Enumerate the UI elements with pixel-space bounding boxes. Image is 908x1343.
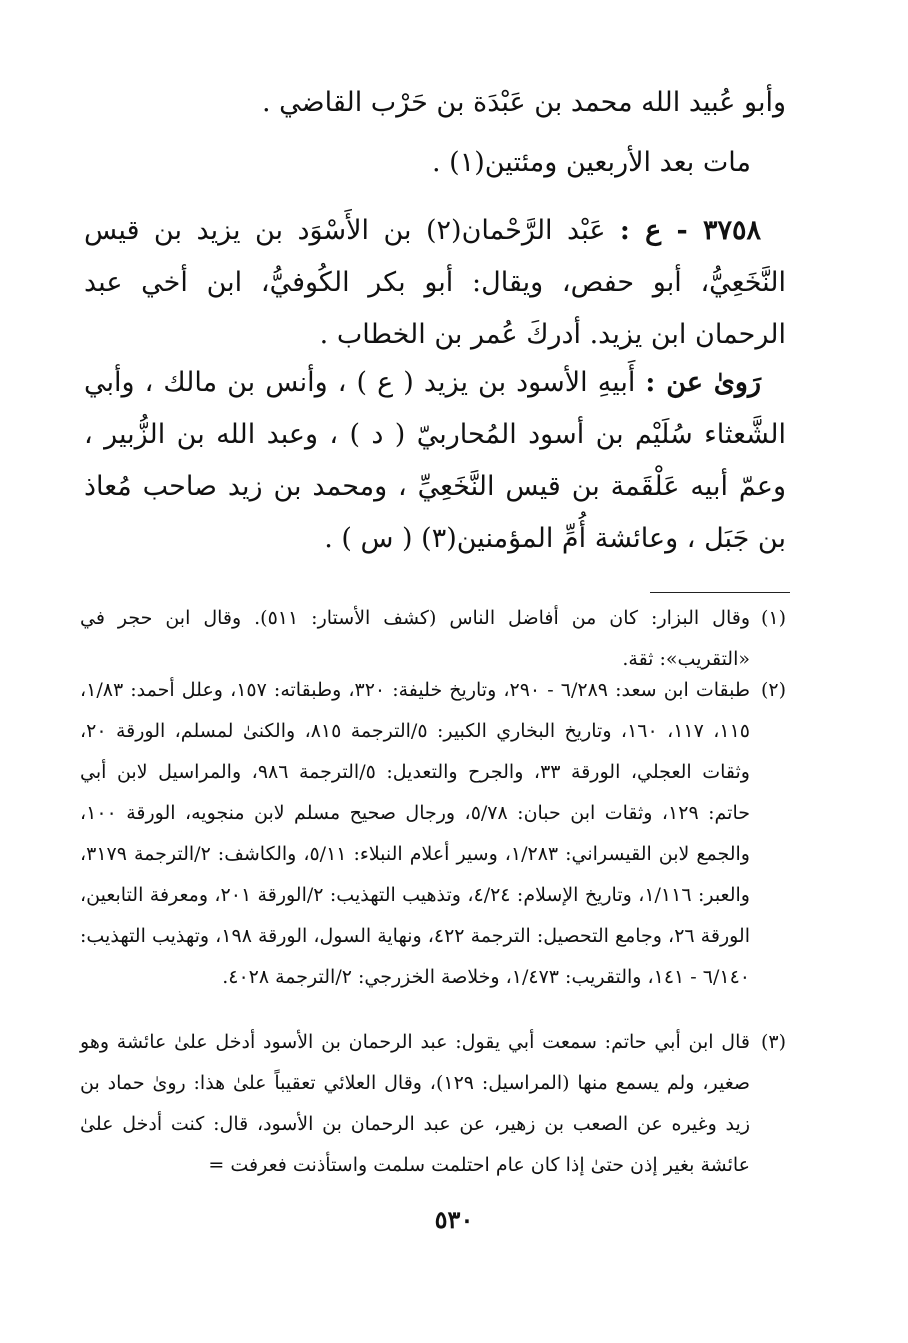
footnote-number: (٣) — [760, 1031, 786, 1053]
footnote-number: (١) — [760, 607, 786, 629]
footnote-text: قال ابن أبي حاتم: سمعت أبي يقول: عبد الرحمان بن الأسود أدخل علىٰ عائشة وهو صغير، ولم يسمع منها (المراسيل: ١٢٩)، وقال العلائي تعقيباً علىٰ هذا: روىٰ حماد بن زيد وغيره عن الصعب بن زهير، عن عبد الرحمان بن الأسود، قال: كنت أدخل علىٰ عائشة بغير إذن حتىٰ إذا كان عام احتلمت سلمت واستأذنت فعرفت = — [80, 1031, 750, 1176]
entry-number: ٣٧٥٨ - ع : — [619, 215, 761, 246]
footnote-number: (٢) — [760, 679, 786, 701]
footnote-2 — [80, 670, 786, 998]
line-2: مات بعد الأربعين ومئتين(١) . — [432, 147, 751, 178]
entry-text: عَبْد الرَّحْمان(٢) بن الأَسْوَد بن يزيد بن قيس النَّخَعِيُّ، أبو حفص، ويقال: أبو بكر الكُوفيُّ، ابن أخي عبد الرحمان ابن يزيد. أدركَ عُمر بن الخطاب . — [84, 215, 786, 350]
footnote-text: وقال البزار: كان من أفاضل الناس (كشف الأستار: ٥١١). وقال ابن حجر في «التقريب»: ثقة. — [80, 607, 750, 670]
rawa-paragraph — [84, 357, 786, 565]
footnote-text: طبقات ابن سعد: ٦/٢٨٩ - ٢٩٠، وتاريخ خليفة: ٣٢٠، وطبقاته: ١٥٧، وعلل أحمد: ١/٨٣، ١١٥، ١١٧، ١٦٠، وتاريخ البخاري الكبير: ٥/الترجمة ٨١٥، والكنىٰ لمسلم، الورقة ٢٠، وثقات العجلي، الورقة ٣٣، والجرح والتعديل: ٥/الترجمة ٩٨٦، والمراسيل لابن أبي حاتم: ١٢٩، وثقات ابن حبان: ٥/٧٨، ورجال صحيح مسلم لابن منجويه، الورقة ١٠٠، والجمع لابن القيسراني: ١/٢٨٣، وسير أعلام النبلاء: ٥/١١، والكاشف: ٢/الترجمة ٣١٧٩، والعبر: ١/١١٦، وتاريخ الإسلام: ٤/٢٤، وتذهيب التهذيب: ٢/الورقة ٢٠١، ومعرفة التابعين، الورقة ٢٦، وجامع التحصيل: الترجمة ٤٢٢، ونهاية السول، الورقة ١٩٨، وتهذيب التهذيب: ٦/١٤٠ - ١٤١، والتقريب: ١/٤٧٣، وخلاصة الخزرجي: ٢/الترجمة ٤٠٢٨. — [80, 679, 751, 988]
entry-paragraph — [84, 205, 786, 361]
rawa-label: رَوىٰ عن : — [645, 367, 762, 398]
page-number: ٥٣٠ — [434, 1205, 474, 1234]
footnote-3 — [80, 1022, 786, 1186]
footnote-1 — [80, 598, 786, 680]
line-1: وأبو عُبيد الله محمد بن عَبْدَة بن حَرْب القاضي . — [262, 87, 786, 118]
rawa-text: أَبيهِ الأسود بن يزيد ( ع ) ، وأنس بن مالك ، وأبي الشَّعثاء سُلَيْم بن أسود المُحاربيّ ( د ) ، وعبد الله بن الزُّبير ، وعمّ أبيه عَلْقَمة بن قيس النَّخَعِيِّ ، ومحمد بن زيد صاحب مُعاذ بن جَبَل ، وعائشة أُمِّ المؤمنين(٣) ( س ) . — [84, 367, 786, 554]
footnote-separator — [650, 592, 790, 593]
